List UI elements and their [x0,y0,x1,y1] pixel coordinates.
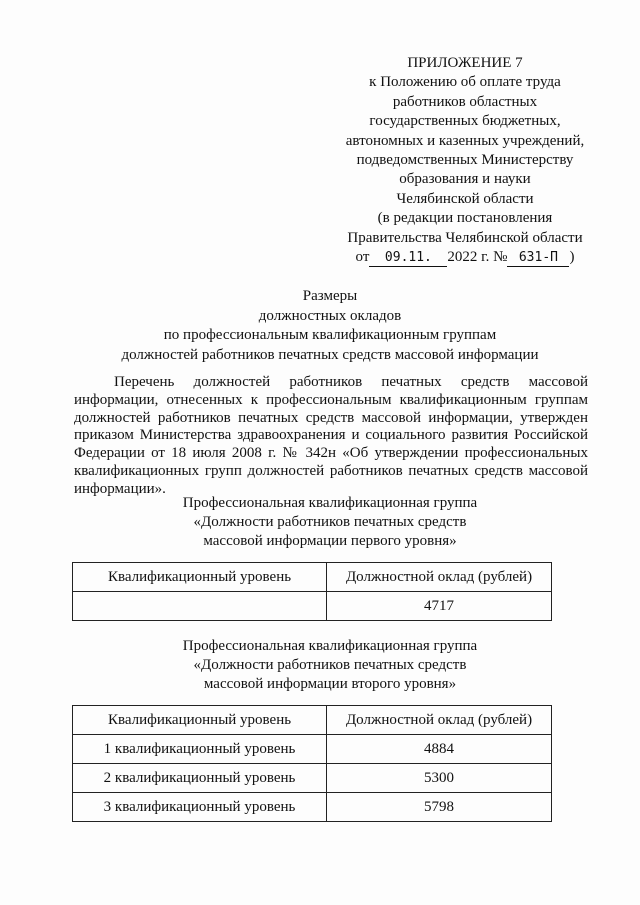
cell-level: 2 квалификационный уровень [73,764,327,793]
group-heading-line: «Должности работников печатных средств [193,657,467,673]
heading-line: Размеры [302,288,358,304]
table-header-row [73,706,552,735]
appendix-line: (в редакции постановления [377,210,553,227]
appendix-block [330,54,600,267]
appendix-line: работников областных [392,93,538,110]
table-row [73,735,552,764]
appendix-line: автономных и казенных учреждений, [345,132,585,149]
date-field: 09.11. [369,250,447,267]
cell-level [73,592,327,621]
closing-paren: ) [569,249,575,266]
column-header-level: Квалификационный уровень [73,706,327,735]
group-heading-line: Профессиональная квалификационная группа [182,638,478,654]
cell-salary: 4717 [327,592,552,621]
table-row [73,764,552,793]
column-header-salary: Должностной оклад (рублей) [327,563,552,592]
cell-level: 1 квалификационный уровень [73,735,327,764]
appendix-line: Челябинской области [396,190,534,207]
group-heading-first-level [100,494,560,551]
group-heading-line: массовой информации первого уровня» [203,533,457,549]
cell-level: 3 квалификационный уровень [73,793,327,822]
group-heading-line: массовой информации второго уровня» [203,676,457,692]
table-row [73,592,552,621]
intro-paragraph: Перечень должностей работников печатных средств массовой информации, отнесенных к профессиональным квалификационным группам должностей работников печатных средств массовой информации, утвержден приказом Министерства здравоохранения и социального развития Российской Федерации от 18 июля 2008 г. № 342н «Об утверждении профессиональных квалификационных групп должностей работников печатных средств массовой информации». [74,374,588,497]
date-prefix: от [355,249,370,266]
column-header-level: Квалификационный уровень [73,563,327,592]
table-header-row [73,563,552,592]
group-heading-line: «Должности работников печатных средств [193,514,467,530]
group-heading-line: Профессиональная квалификационная группа [182,495,478,511]
document-heading [80,287,580,365]
appendix-date-line [330,248,600,267]
table-row [73,793,552,822]
resolution-number-field: 631-П [507,250,569,267]
salary-table-second-level [72,705,552,822]
heading-line: по профессиональным квалификационным группам [163,327,497,343]
appendix-line: подведомственных Министерству [356,152,574,169]
cell-salary: 5798 [327,793,552,822]
year-text: 2022 г. № [447,249,508,266]
column-header-salary: Должностной оклад (рублей) [327,706,552,735]
group-heading-second-level [100,637,560,694]
appendix-line: к Положению об оплате труда [369,74,561,91]
appendix-line: образования и науки [399,171,531,188]
heading-line: должностных окладов [258,307,402,324]
salary-table-first-level [72,562,552,621]
appendix-line: государственных бюджетных, [369,113,561,130]
cell-salary: 5300 [327,764,552,793]
heading-line: должностей работников печатных средств массовой информации [121,346,539,363]
appendix-line: Правительства Челябинской области [347,229,583,246]
cell-salary: 4884 [327,735,552,764]
appendix-title: ПРИЛОЖЕНИЕ 7 [407,55,523,71]
